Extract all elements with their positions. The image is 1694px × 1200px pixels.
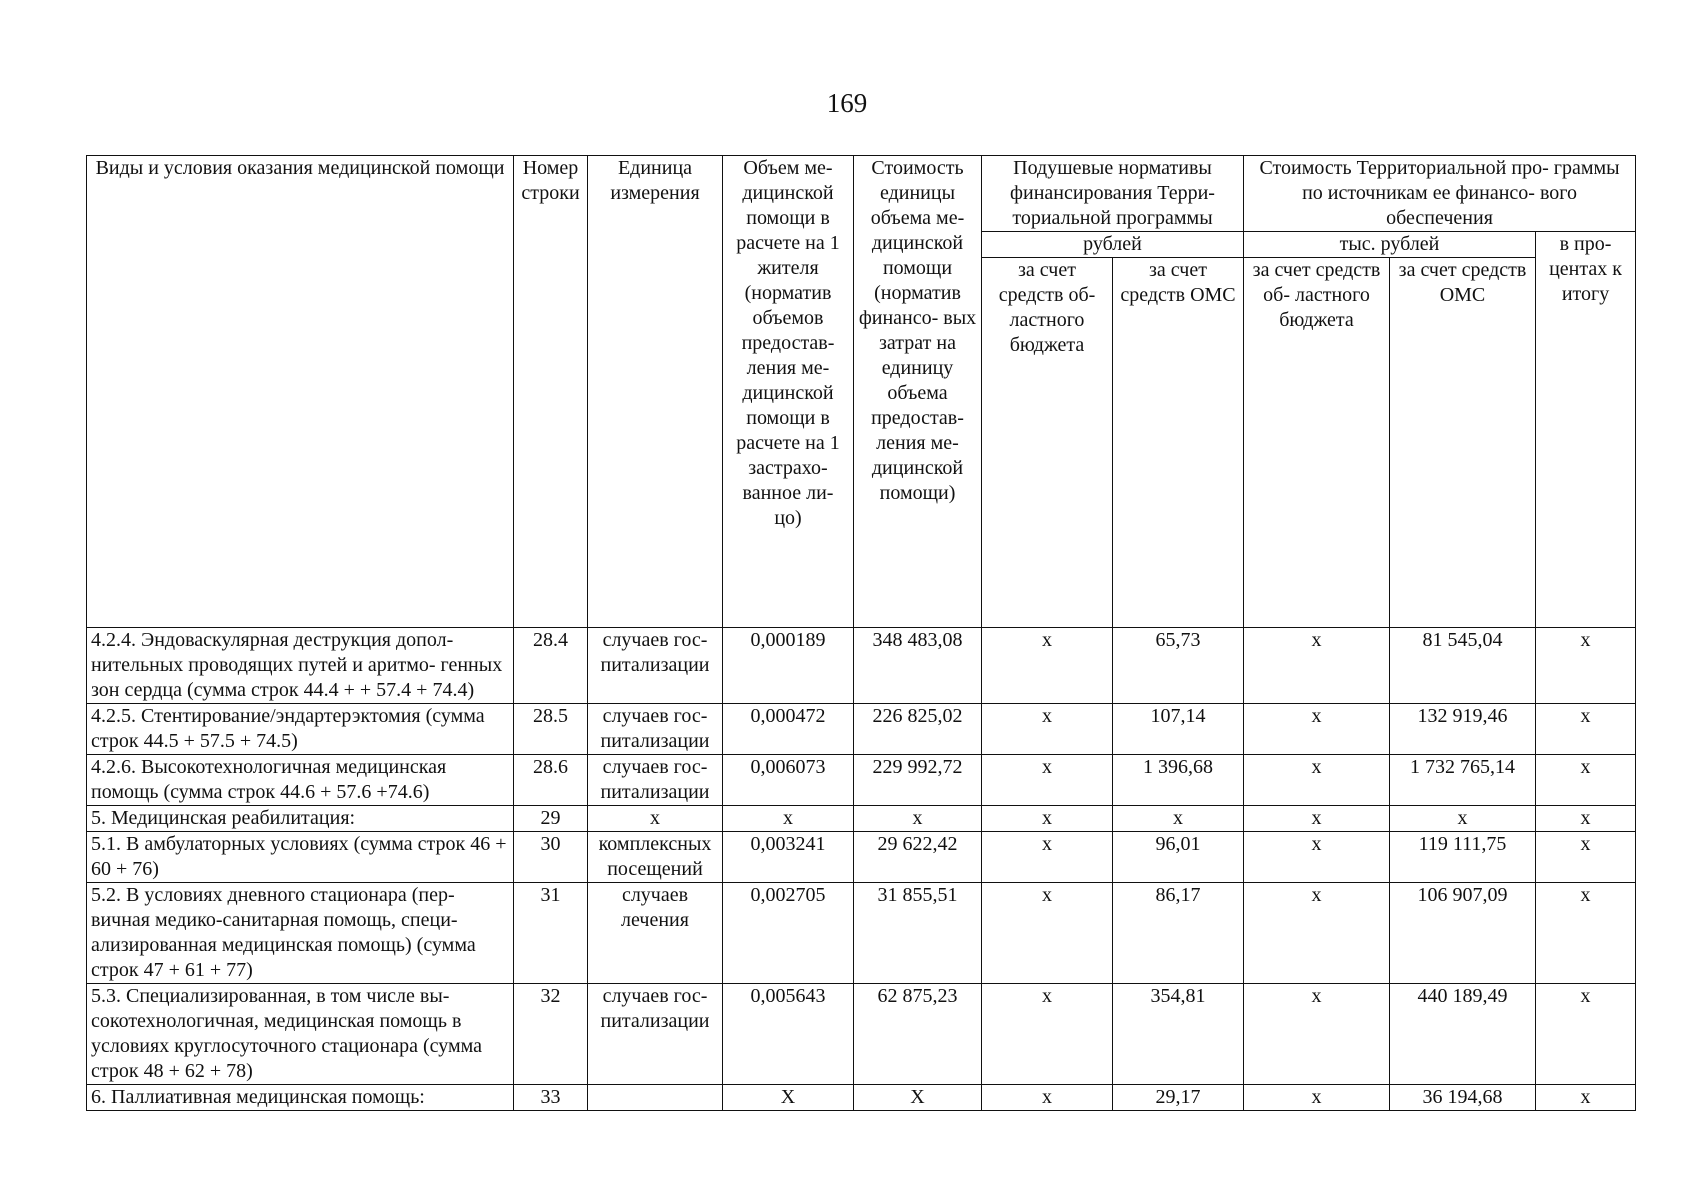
financing-table [86,155,1636,1111]
cell-unit: случаев лечения [588,883,723,984]
header-row-number: Номер строки [514,156,588,628]
cell-pr-regional: х [1244,628,1390,704]
table-row [87,1085,1636,1111]
header-pr-oms: за счет средств ОМС [1390,258,1536,628]
cell-pc-oms: 65,73 [1113,628,1244,704]
header-per-capita: Подушевые нормативы финансирования Терри- ториальной программы [982,156,1244,232]
header-pc-oms: за счет средств ОМС [1113,258,1244,628]
cell-pr-oms: 81 545,04 [1390,628,1536,704]
header-cost: Стоимость единицы объема ме- дицинской помощи (норматив финансо- вых затрат на единицу объема предостав- ления ме- дицинской помощи) [854,156,982,628]
cell-cost: 226 825,02 [854,704,982,755]
cell-cost: 31 855,51 [854,883,982,984]
table-row [87,704,1636,755]
header-pr-regional: за счет средств об- ластного бюджета [1244,258,1390,628]
cell-name: 6. Паллиативная медицинская помощь: [87,1085,514,1111]
header-unit-rub: рублей [982,232,1244,258]
table-row [87,883,1636,984]
cell-pr-regional: х [1244,832,1390,883]
table-row [87,832,1636,883]
cell-pc-regional: х [982,704,1113,755]
cell-name: 5.1. В амбулаторных условиях (сумма строк 46 + 60 + 76) [87,832,514,883]
cell-volume: 0,000189 [723,628,854,704]
cell-pc-oms: 107,14 [1113,704,1244,755]
cell-pr-oms: 440 189,49 [1390,984,1536,1085]
cell-pc-regional: х [982,883,1113,984]
cell-unit [588,1085,723,1111]
page-number: 169 [826,88,868,118]
cell-unit: случаев гос- питализации [588,628,723,704]
cell-pr-oms: 36 194,68 [1390,1085,1536,1111]
cell-cost: 348 483,08 [854,628,982,704]
cell-pc-regional: х [982,984,1113,1085]
cell-pc-oms: 29,17 [1113,1085,1244,1111]
table-row [87,628,1636,704]
cell-volume: 0,006073 [723,755,854,806]
header-percent: в про- центах к итогу [1536,232,1636,628]
cell-percent: х [1536,806,1636,832]
cell-volume: Х [723,1085,854,1111]
cell-pr-oms: 106 907,09 [1390,883,1536,984]
cell-percent: х [1536,628,1636,704]
cell-unit: случаев гос- питализации [588,704,723,755]
cell-pr-oms: 1 732 765,14 [1390,755,1536,806]
cell-pc-regional: х [982,628,1113,704]
cell-pr-regional: х [1244,755,1390,806]
table-row [87,755,1636,806]
cell-percent: х [1536,704,1636,755]
cell-row-number: 32 [514,984,588,1085]
cell-pc-oms: 1 396,68 [1113,755,1244,806]
cell-volume: 0,005643 [723,984,854,1085]
cell-pc-oms: 354,81 [1113,984,1244,1085]
cell-pc-oms: 96,01 [1113,832,1244,883]
cell-percent: х [1536,1085,1636,1111]
cell-unit: комплексных посещений [588,832,723,883]
cell-pr-regional: х [1244,806,1390,832]
header-name: Виды и условия оказания медицинской помощи [87,156,514,628]
table-row [87,984,1636,1085]
cell-pc-oms: х [1113,806,1244,832]
header-unit: Единица измерения [588,156,723,628]
cell-name: 4.2.5. Стентирование/эндартерэктомия (сумма строк 44.5 + 57.5 + 74.5) [87,704,514,755]
header-program-cost: Стоимость Территориальной про- граммы по источникам ее финансо- вого обеспечения [1244,156,1636,232]
cell-name: 5.3. Специализированная, в том числе вы- сокотехнологичная, медицинская помощь в условиях круглосуточного стационара (сумма строк 48 + 62 + 78) [87,984,514,1085]
cell-pr-oms: х [1390,806,1536,832]
header-row-1 [87,156,1636,232]
cell-volume: 0,002705 [723,883,854,984]
cell-pc-regional: х [982,1085,1113,1111]
cell-percent: х [1536,755,1636,806]
cell-volume: 0,000472 [723,704,854,755]
cell-pc-regional: х [982,806,1113,832]
cell-pr-regional: х [1244,883,1390,984]
table-body [87,628,1636,1111]
cell-name: 5. Медицинская реабилитация: [87,806,514,832]
cell-pc-regional: х [982,832,1113,883]
cell-row-number: 31 [514,883,588,984]
cell-row-number: 30 [514,832,588,883]
cell-row-number: 29 [514,806,588,832]
cell-volume: 0,003241 [723,832,854,883]
cell-row-number: 28.4 [514,628,588,704]
cell-row-number: 33 [514,1085,588,1111]
cell-percent: х [1536,883,1636,984]
cell-percent: х [1536,984,1636,1085]
cell-row-number: 28.6 [514,755,588,806]
cell-pr-oms: 119 111,75 [1390,832,1536,883]
cell-pr-regional: х [1244,984,1390,1085]
cell-unit: случаев гос- питализации [588,984,723,1085]
cell-cost: 229 992,72 [854,755,982,806]
header-volume: Объем ме- дицинской помощи в расчете на 1 жителя (норматив объемов предостав- ления ме- дицинской помощи в расчете на 1 застрахо- ванное ли- цо) [723,156,854,628]
cell-cost: Х [854,1085,982,1111]
cell-cost: х [854,806,982,832]
cell-row-number: 28.5 [514,704,588,755]
header-pc-regional: за счет средств об- ластного бюджета [982,258,1113,628]
header-unit-thous: тыс. рублей [1244,232,1536,258]
cell-name: 4.2.4. Эндоваскулярная деструкция допол- нительных проводящих путей и аритмо- генных зон сердца (сумма строк 44.4 + + 57.4 + 74.4) [87,628,514,704]
table-row [87,806,1636,832]
cell-percent: х [1536,832,1636,883]
cell-cost: 29 622,42 [854,832,982,883]
cell-pc-oms: 86,17 [1113,883,1244,984]
cell-pr-oms: 132 919,46 [1390,704,1536,755]
cell-unit: случаев гос- питализации [588,755,723,806]
cell-pr-regional: х [1244,1085,1390,1111]
cell-name: 4.2.6. Высокотехнологичная медицинская помощь (сумма строк 44.6 + 57.6 +74.6) [87,755,514,806]
cell-cost: 62 875,23 [854,984,982,1085]
cell-name: 5.2. В условиях дневного стационара (пер- вичная медико-санитарная помощь, специ- ализированная медицинская помощь) (сумма строк 47 + 61 + 77) [87,883,514,984]
cell-volume: х [723,806,854,832]
cell-pc-regional: х [982,755,1113,806]
cell-unit: х [588,806,723,832]
cell-pr-regional: х [1244,704,1390,755]
